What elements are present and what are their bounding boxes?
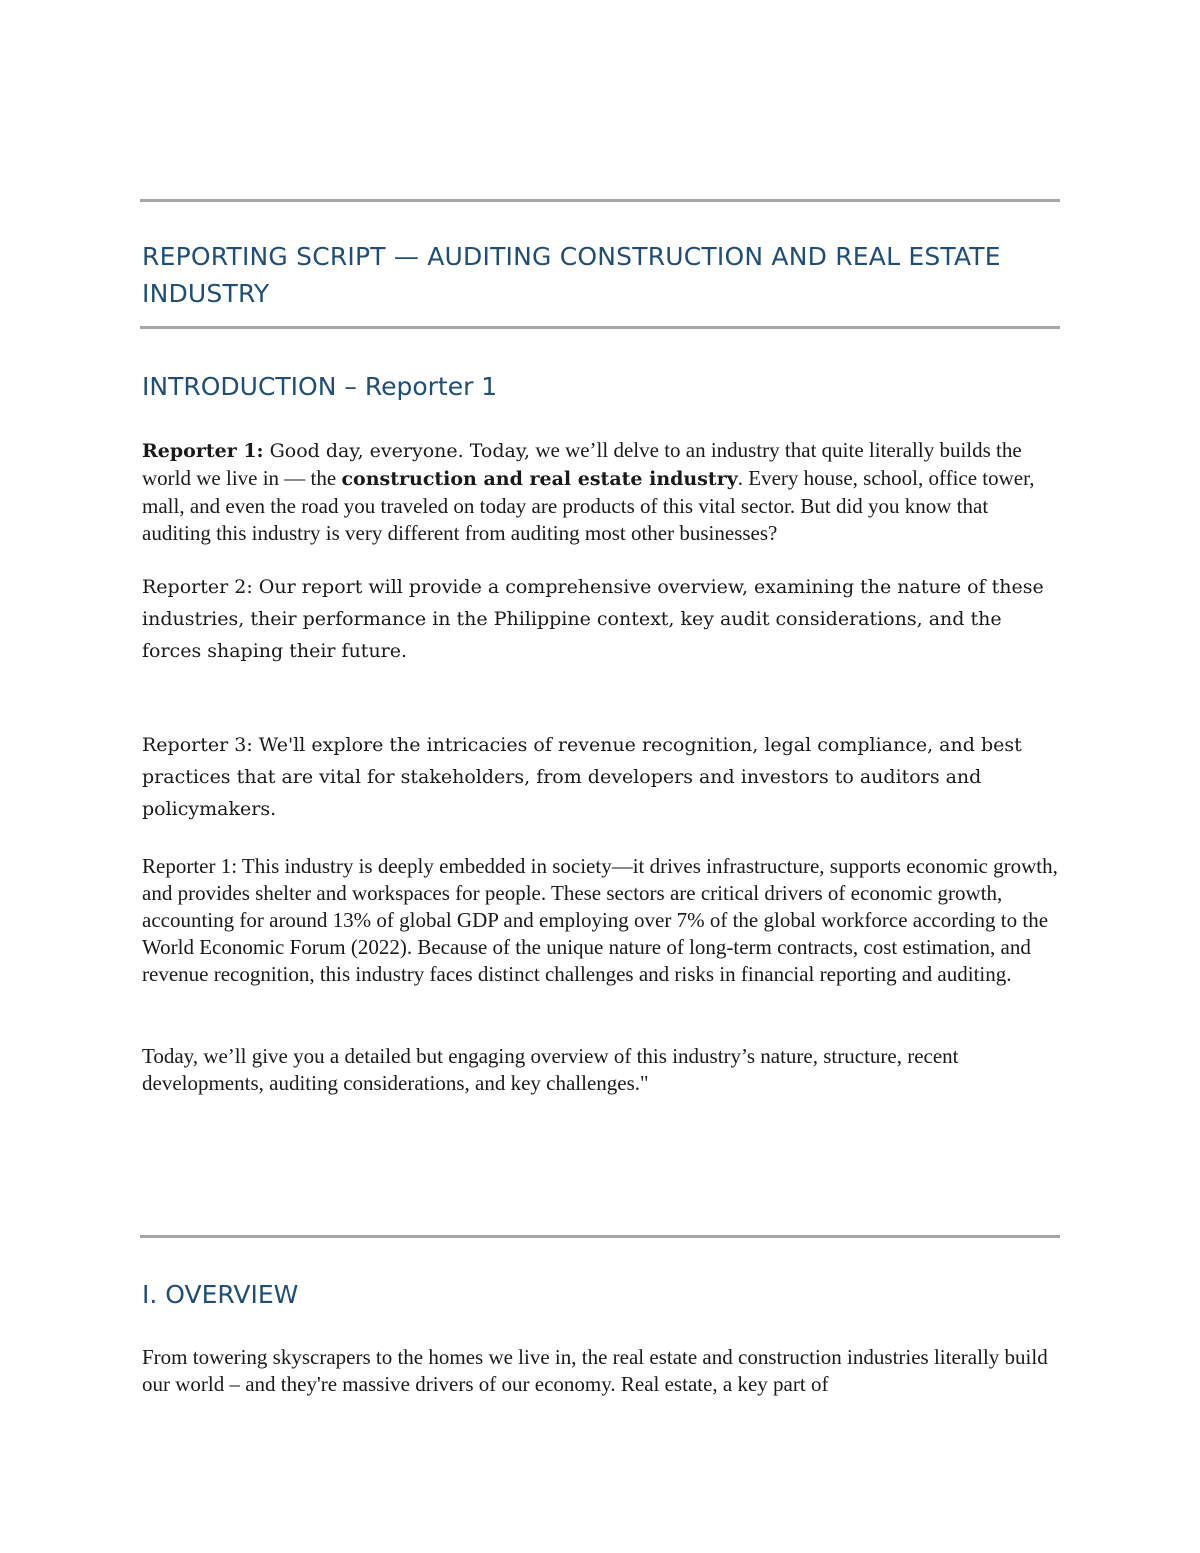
opening-text-b: . Every house, school, office tower, mall, and even the road you traveled on today are products of this vital sector. But did you know that auditing this industry is very different from auditing most other businesses? <box>142 466 1035 545</box>
paragraph-reporter-3: Reporter 3: We'll explore the intricacies of revenue recognition, legal compliance, and best practices that are vital for stakeholders, from developers and investors to auditors and policymakers. <box>142 734 1022 820</box>
industry-emphasis: construction and real estate industry <box>341 468 738 490</box>
horizontal-rule-top <box>140 199 1060 202</box>
paragraph-reporter-2: Reporter 2: Our report will provide a comprehensive overview, examining the nature of these industries, their performance in the Philippine context, key audit considerations, and the forces shaping their future. <box>142 576 1044 662</box>
paragraph-overview-summary: Today, we’ll give you a detailed but engaging overview of this industry’s nature, structure, recent developments, auditing considerations, and key challenges." <box>142 1044 959 1095</box>
paragraph-reporter-1-opening <box>142 437 1062 547</box>
paragraph-reporter-1-context: Reporter 1: This industry is deeply embedded in society—it drives infrastructure, supports economic growth, and provides shelter and workspaces for people. These sectors are critical drivers of economic growth, accounting for around 13% of global GDP and employing over 7% of the global workforce according to the World Economic Forum (2022). Because of the unique nature of long-term contracts, cost estimation, and revenue recognition, this industry faces distinct challenges and risks in financial reporting and auditing. <box>142 854 1058 986</box>
paragraph-overview-body: From towering skyscrapers to the homes we live in, the real estate and construction industries literally build our world – and they're massive drivers of our economy. Real estate, a key part of <box>142 1345 1048 1396</box>
section-heading-overview: I. OVERVIEW <box>142 1280 299 1309</box>
horizontal-rule-title-bottom <box>140 326 1060 329</box>
document-title: REPORTING SCRIPT — AUDITING CONSTRUCTION AND REAL ESTATE INDUSTRY <box>142 242 1001 308</box>
speaker-label: Reporter 1: <box>142 440 264 462</box>
opening-greeting: Good day, everyone. Today, <box>263 440 531 462</box>
horizontal-rule-section <box>140 1235 1060 1238</box>
section-heading-introduction: INTRODUCTION – Reporter 1 <box>142 372 498 401</box>
opening-text-a: we we’ll delve to an industry that quite literally builds the world we live in — the <box>142 438 1022 490</box>
